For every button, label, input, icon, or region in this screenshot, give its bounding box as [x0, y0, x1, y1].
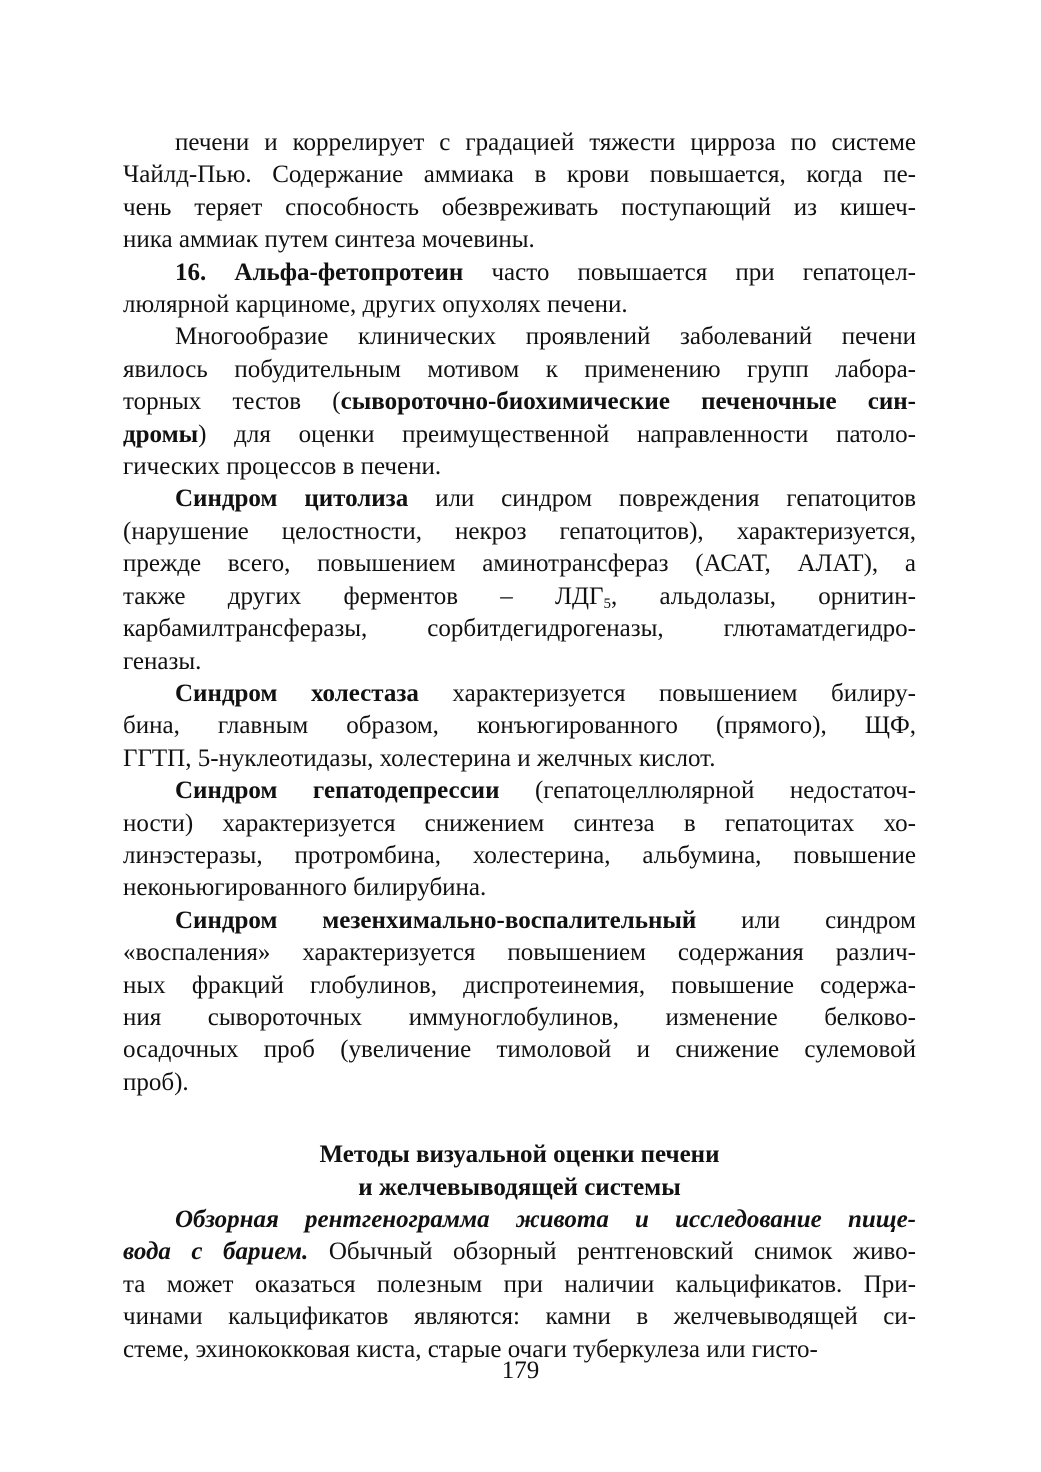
section-heading-line-1: Методы визуальной оценки печени	[319, 1141, 720, 1169]
paragraph-6	[123, 775, 916, 905]
bold-term: сывороточно-биохимические печеночные син-	[340, 388, 916, 416]
text-line	[123, 710, 916, 742]
text-run: чинами кальцификатов являются: камни в желчевыводящей си-	[123, 1303, 916, 1331]
text-line	[123, 159, 916, 191]
text-line	[123, 808, 916, 840]
text-run: осадочных проб (увеличение тимоловой и снижение сулемовой	[123, 1036, 916, 1064]
text-line	[123, 743, 916, 775]
text-line	[123, 224, 916, 256]
paragraph-4	[123, 483, 916, 677]
text-run: геназы.	[123, 647, 202, 675]
text-run: Многообразие клинических проявлений заболеваний печени	[175, 323, 916, 351]
text-run: проб).	[123, 1068, 189, 1096]
text-run: ности) характеризуется снижением синтеза в гепатоцитах хо-	[123, 809, 916, 837]
text-line	[123, 1034, 916, 1066]
bold-term: вода с барием.	[123, 1238, 309, 1266]
text-line	[123, 1269, 916, 1301]
paragraph-3	[123, 321, 916, 483]
text-line	[123, 127, 916, 159]
text-run: (нарушение целостности, некроз гепатоцитов), характеризуется,	[123, 517, 916, 545]
text-line	[123, 775, 916, 807]
text-run: также других ферментов – ЛДГ	[123, 582, 604, 610]
text-line	[123, 257, 916, 289]
paragraph-1	[123, 127, 916, 257]
bold-term: Синдром холестаза	[175, 679, 419, 707]
paragraph-2	[123, 257, 916, 322]
text-line	[123, 1301, 916, 1333]
text-line	[123, 548, 916, 580]
text-run: карбамилтрансферазы, сорбитдегидрогеназы, глютаматдегидро-	[123, 615, 916, 643]
text-line	[123, 419, 916, 451]
text-run: (гепатоцеллюлярной недостаточ-	[499, 777, 916, 805]
bold-term: Синдром цитолиза	[175, 485, 409, 513]
text-run: гических процессов в печени.	[123, 453, 442, 481]
bold-term: Обзорная рентгенограмма живота и исследование пище-	[175, 1206, 916, 1233]
text-line	[123, 1067, 916, 1099]
text-run: Обычный обзорный рентгеновский снимок живо-	[308, 1238, 916, 1266]
text-run: или синдром повреждения гепатоцитов	[408, 485, 917, 513]
text-line	[123, 678, 916, 710]
text-line	[123, 192, 916, 224]
paragraph-7	[123, 905, 916, 1099]
bold-term: дромы	[123, 420, 199, 448]
bold-term: 16. Альфа-фетопротеин	[175, 258, 464, 286]
text-line	[123, 1002, 916, 1034]
text-run: часто повышается при гепатоцел-	[463, 258, 916, 286]
text-run: ния сывороточных иммуноглобулинов, изменение белково-	[123, 1003, 916, 1031]
text-run: бина, главным образом, конъюгированного (прямого), ЩФ,	[123, 712, 916, 740]
text-line	[123, 613, 916, 645]
text-line	[123, 289, 916, 321]
text-run: печени и коррелирует с градацией тяжести цирроза по системе	[175, 129, 916, 156]
section-heading-line-2: и желчевыводящей системы	[358, 1173, 681, 1201]
text-line	[123, 581, 916, 613]
text-line	[123, 872, 916, 904]
text-run: характеризуется повышением билиру-	[418, 679, 916, 707]
page-body	[123, 127, 916, 1366]
text-run: Чайлд-Пью. Содержание аммиака в крови повышается, когда пе-	[123, 161, 916, 189]
text-run: та может оказаться полезным при наличии кальцификатов. При-	[123, 1270, 916, 1298]
text-line	[123, 1236, 916, 1268]
text-line	[123, 451, 916, 483]
text-run: «воспаления» характеризуется повышением содержания различ-	[123, 939, 916, 967]
text-run: неконьюгированного билирубина.	[123, 874, 487, 902]
page-number: 179	[501, 1357, 540, 1384]
text-line	[123, 516, 916, 548]
text-line	[123, 970, 916, 1002]
text-run: люлярной карциноме, других опухолях печени.	[123, 291, 628, 319]
text-body	[123, 127, 916, 1099]
text-line	[123, 1204, 916, 1236]
text-run: линэстеразы, протромбина, холестерина, альбумина, повышение	[123, 841, 916, 869]
text-run: явилось побудительным мотивом к применению групп лабора-	[123, 355, 916, 383]
text-run: стеме, эхинококковая киста, старые очаги туберкулеза или гисто-	[123, 1335, 818, 1363]
text-run: , альдолазы, орнитин-	[610, 582, 917, 610]
bold-term: Синдром гепатодепрессии	[175, 777, 500, 805]
text-run: ника аммиак путем синтеза мочевины.	[123, 226, 535, 254]
text-run: или синдром	[696, 906, 916, 934]
text-run: торных тестов (	[123, 388, 341, 416]
text-line	[123, 483, 916, 515]
text-line	[123, 386, 916, 418]
text-line	[123, 646, 916, 678]
text-run: ных фракций глобулинов, диспротеинемия, повышение содержа-	[123, 971, 916, 999]
text-run: чень теряет способность обезвреживать поступающий из кишеч-	[123, 193, 916, 221]
text-line	[123, 937, 916, 969]
text-run: ГГТП, 5-нуклеотидазы, холестерина и желчных кислот.	[123, 744, 716, 772]
final-paragraph	[123, 1204, 916, 1366]
text-run: ) для оценки преимущественной направленности патоло-	[198, 420, 916, 448]
text-line	[123, 905, 916, 937]
text-line	[123, 840, 916, 872]
text-run: прежде всего, повышением аминотрансфераз (АСАТ, АЛАТ), а	[123, 550, 916, 578]
subscript: 5	[603, 595, 611, 612]
text-line	[123, 321, 916, 353]
section-heading	[123, 1139, 916, 1204]
paragraph-final	[123, 1204, 916, 1366]
paragraph-5	[123, 678, 916, 775]
bold-term: Синдром мезенхимально-воспалительный	[175, 906, 697, 934]
text-line	[123, 354, 916, 386]
